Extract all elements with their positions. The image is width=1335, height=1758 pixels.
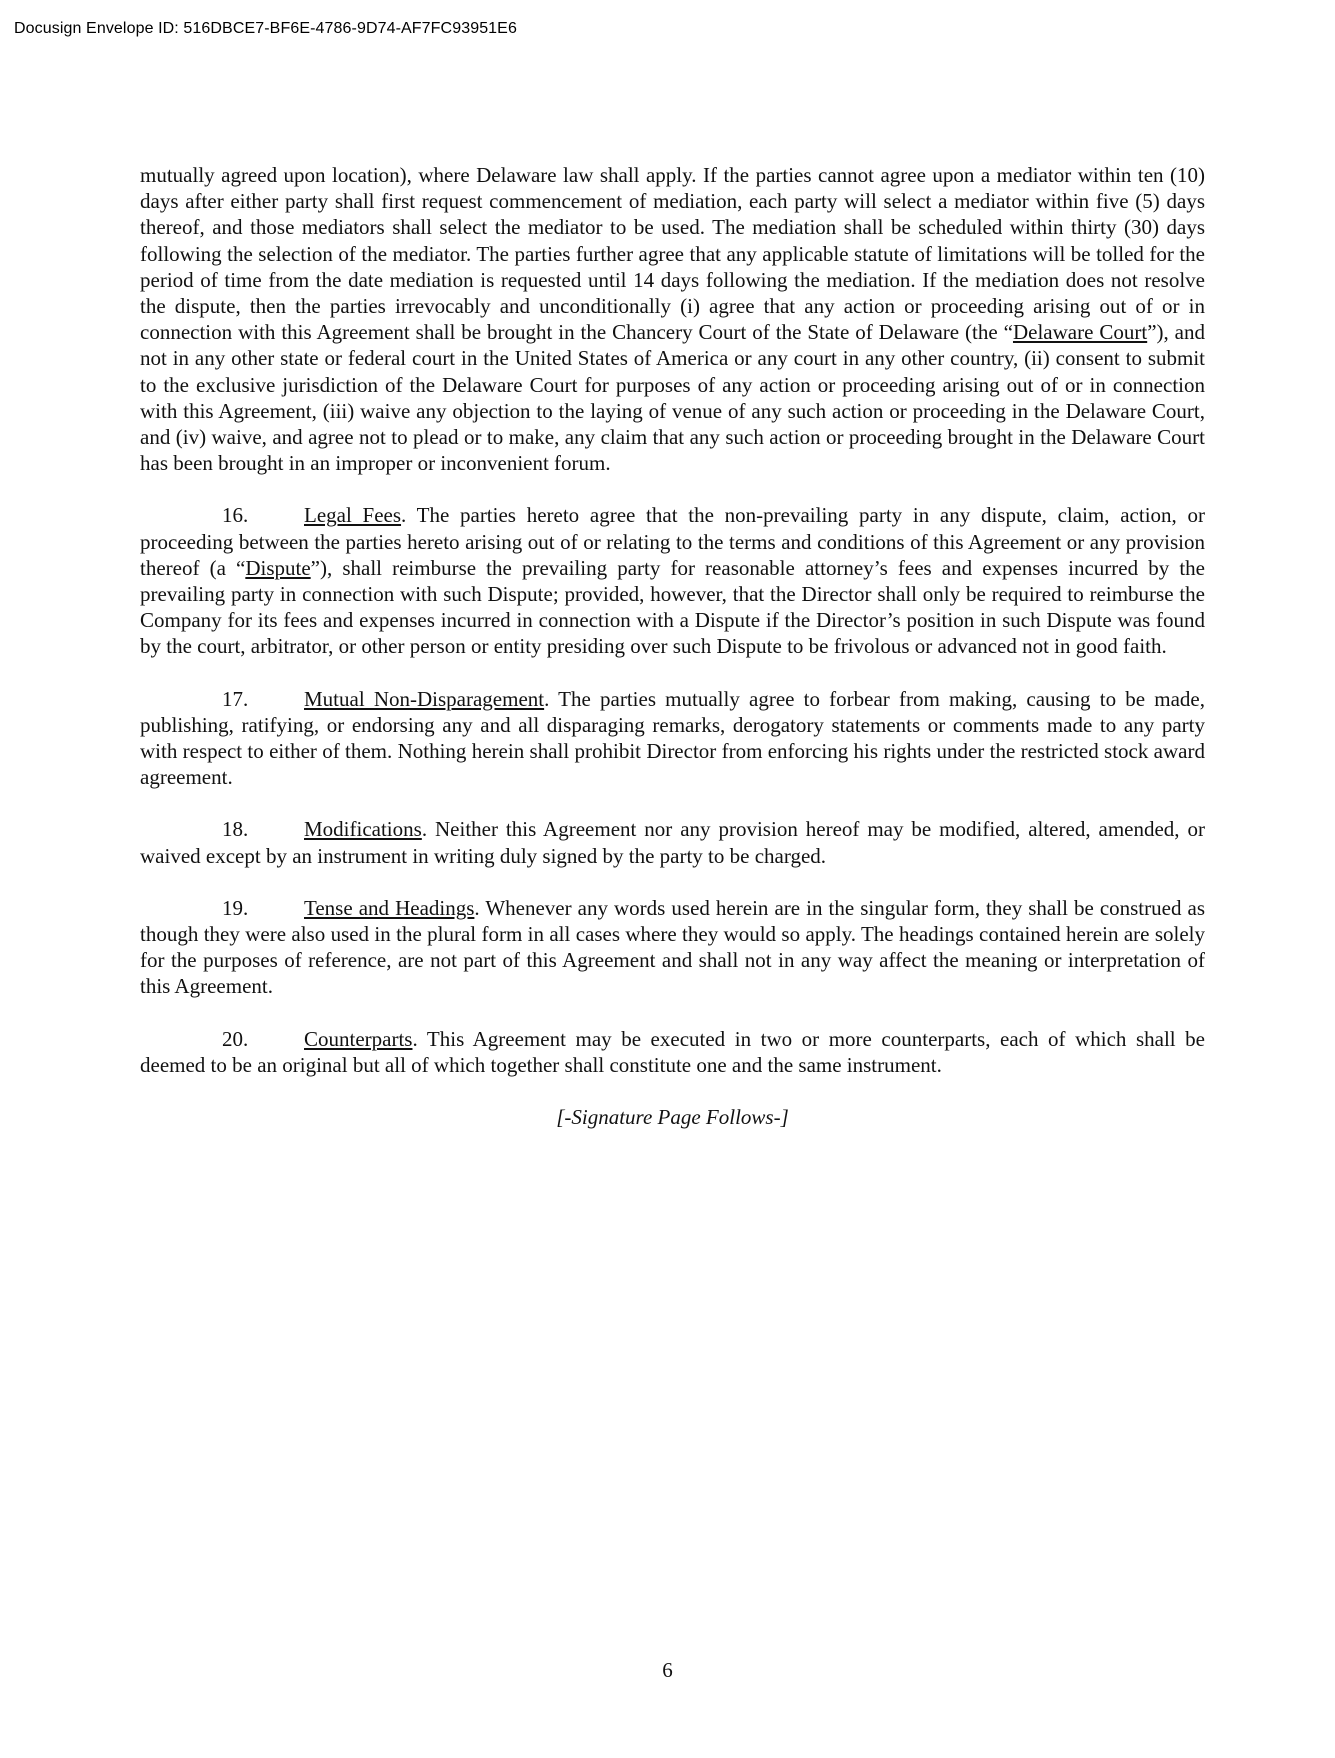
section-text: . This Agreement may be executed in two or more counterparts, each of which shall be deemed to be an original but all of which together shall constitute one and the same instrument. [140,1026,1205,1077]
section-number: 17. [222,686,249,711]
section-heading: Counterparts [304,1026,413,1051]
section-19-tense-and-headings [140,895,1205,1000]
section-text: . The parties mutually agree to forbear from making, causing to be made, publishing, ratifying, or endorsing any and all disparaging remarks, derogatory statements or comments made to any party with respect to either of them. Nothing herein shall prohibit Director from enforcing his rights under the restricted stock award agreement. [140,686,1205,790]
document-body [140,162,1205,1156]
section-text: ”), shall reimburse the prevailing party for reasonable attorney’s fees and expenses incurred by the prevailing party in connection with such Dispute; provided, however, that the Director shall only be required to reimburse the Company for its fees and expenses incurred in connection with a Dispute if the Director’s position in such Dispute was found by the court, arbitrator, or other person or entity presiding over such Dispute to be frivolous or advanced not in good faith. [140,555,1205,659]
page-number: 6 [662,1658,673,1682]
section-text: . The parties hereto agree that the non-prevailing party in any dispute, claim, action, or proceeding between the parties hereto arising out of or relating to the terms and conditions of this Agreement or any provision thereof (a “ [140,503,1205,580]
section-number: 20. [222,1026,249,1051]
section-heading: Mutual Non-Disparagement [304,686,545,711]
section-16-legal-fees [140,502,1205,659]
section-number: 19. [222,895,249,920]
paragraph-text: ”), and not in any other state or federal court in the United States of America or any court in any other country, (ii) consent to submit to the exclusive jurisdiction of the Delaware Court for purposes of any action or proceeding arising out of or in connection with this Agreement, (iii) waive any objection to the laying of venue of any such action or proceeding in the Delaware Court, and (iv) waive, and agree not to plead or to make, any claim that any such action or proceeding brought in the Delaware Court has been brought in an improper or inconvenient forum. [140,320,1206,476]
section-text: . Whenever any words used herein are in the singular form, they shall be construed as though they were also used in the plural form in all cases where they would so apply. The headings contained herein are solely for the purposes of reference, are not part of this Agreement and shall not in any way affect the meaning or interpretation of this Agreement. [140,895,1205,999]
docusign-envelope-id: Docusign Envelope ID: 516DBCE7-BF6E-4786-9D74-AF7FC93951E6 [14,20,517,37]
section-text: . Neither this Agreement nor any provision hereof may be modified, altered, amended, or waived except by an instrument in writing duly signed by the party to be charged. [140,817,1205,868]
section-20-counterparts [140,1026,1205,1078]
paragraph-text: mutually agreed upon location), where Delaware law shall apply. If the parties cannot agree upon a mediator within ten (10) days after either party shall first request commencement of mediation, each party will select a mediator within five (5) days thereof, and those mediators shall select the mediator to be used. The mediation shall be scheduled within thirty (30) days following the selection of the mediator. The parties further agree that any applicable statute of limitations will be tolled for the period of time from the date mediation is requested until 14 days following the mediation. If the mediation does not resolve the dispute, then the parties irrevocably and unconditionally (i) agree that any action or proceeding arising out of or in connection with this Agreement shall be brought in the Chancery Court of the State of Delaware (the “ [140,163,1205,345]
defined-term-delaware-court: Delaware Court [1012,320,1148,345]
signature-page-follows-note: [-Signature Page Follows-] [556,1105,789,1130]
section-heading: Modifications [304,817,422,842]
section-18-modifications [140,816,1205,868]
section-17-mutual-non-disparagement [140,686,1205,791]
mediation-paragraph [140,162,1205,476]
section-heading: Legal Fees [304,503,402,528]
defined-term-dispute: Dispute [245,555,311,580]
section-number: 18. [222,817,249,842]
section-heading: Tense and Headings [304,895,475,920]
section-number: 16. [222,503,249,528]
